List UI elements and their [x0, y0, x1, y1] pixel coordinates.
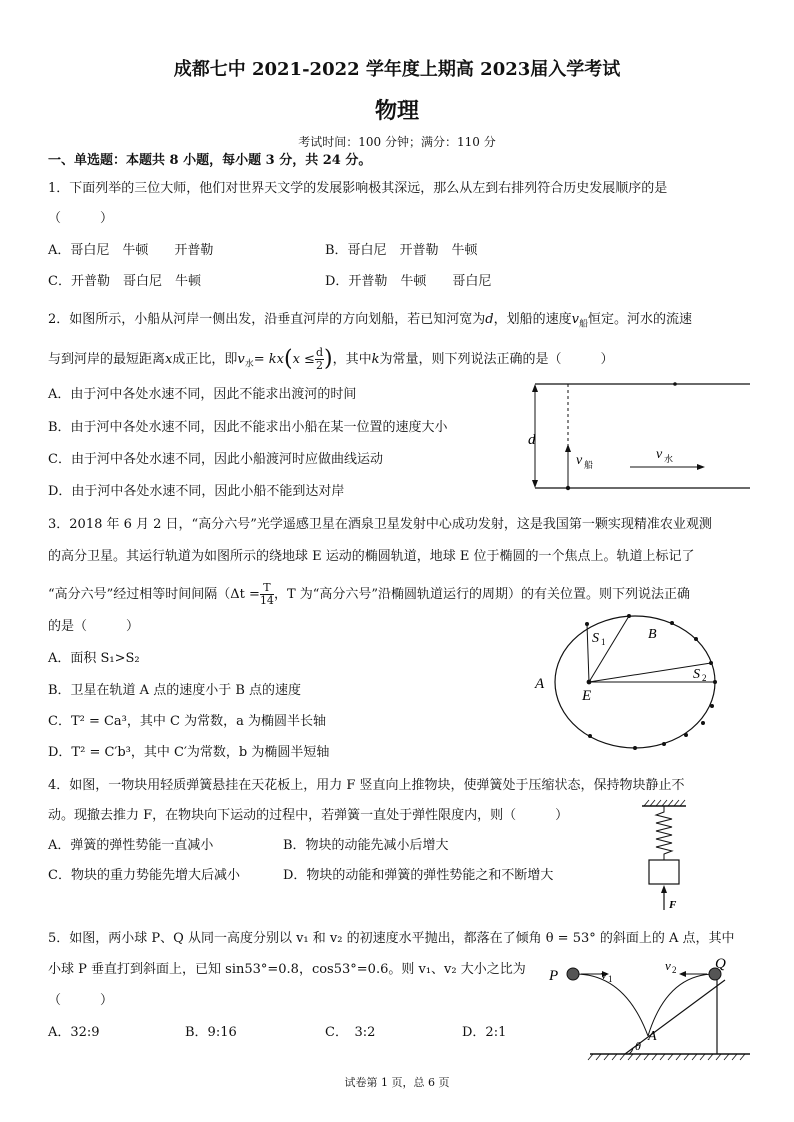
page-footer: 试卷第 1 页，总 6 页	[344, 1076, 450, 1089]
q3-fraction: $\frac{T}{14}$	[259, 581, 274, 607]
svg-text:v: v	[601, 967, 607, 982]
q1-option-a: A．哥白尼 牛顿 开普勒	[48, 243, 214, 258]
q1-option-d: D．开普勒 牛顿 哥白尼	[325, 274, 492, 289]
section-heading: 一、单选题：本题共 8 小题，每小题 3 分，共 24 分。	[48, 153, 372, 168]
q5-line2: 小球 P 垂直打到斜面上，已知 sin53°=0.8，cos53°=0.6。则 v₁、v₂ 大小之比为	[48, 962, 526, 977]
svg-text:d: d	[528, 432, 536, 448]
svg-text:Q: Q	[715, 956, 726, 972]
svg-text:v: v	[665, 958, 671, 973]
q3-line1: 3．2018 年 6 月 2 日，“高分六号”光学遥感卫星在酒泉卫星发射中心成功发射，这是我国第一颗实现精准农业观测	[48, 517, 712, 532]
q4-option-c: C．物块的重力势能先增大后减小	[48, 868, 240, 883]
svg-text:θ: θ	[635, 1039, 641, 1053]
svg-text:B: B	[648, 627, 657, 642]
q3-option-c: C．T² = Ca³，其中 C 为常数，a 为椭圆半长轴	[48, 714, 326, 729]
q2-option-b: B．由于河中各处水速不同，因此不能求出小船在某一位置的速度大小	[48, 420, 448, 435]
q5-line1: 5．如图，两小球 P、Q 从同一高度分别以 v₁ 和 v₂ 的初速度水平抛出，都落在了倾角 θ = 53° 的斜面上的 A 点，其中	[48, 931, 735, 946]
q4-option-d: D．物块的动能和弹簧的弹性势能之和不断增大	[283, 868, 554, 883]
svg-text:1: 1	[608, 974, 613, 984]
svg-text:v: v	[656, 447, 663, 462]
svg-text:S: S	[592, 631, 599, 646]
q2-line2: 与到河岸的最短距离x成正比，即$v_水= kx(x$ ≤ $\frac{d}{2}$ )，其中k为常量，则下列说法正确的是（ ）	[48, 346, 614, 372]
q3-option-b: B．卫星在轨道 A 点的速度小于 B 点的速度	[48, 683, 302, 698]
q1-stem: 1．下面列举的三位大师，他们对世界天文学的发展影响极其深远，那么从左到右排列符合历史发展顺序的是	[48, 181, 668, 196]
subject-title: 物理	[374, 98, 419, 124]
svg-text:船: 船	[584, 460, 594, 470]
q2-line1: 2．如图所示，小船从河岸一侧出发，沿垂直河岸的方向划船，若已知河宽为d，划船的速度$v_船$恒定。河水的流速	[48, 312, 693, 330]
q5-option-d: D．2:1	[462, 1025, 507, 1040]
q4-line2: 动。现撤去推力 F，在物块向下运动的过程中，若弹簧一直处于弹性限度内，则（ ）	[48, 808, 569, 823]
q3-orbit-figure	[530, 610, 730, 750]
q2-option-a: A．由于河中各处水速不同，因此不能求出渡河的时间	[48, 387, 357, 402]
q2-fraction: $\frac{d}{2}$	[315, 346, 323, 372]
q3-line2: 的高分卫星。其运行轨道为如图所示的绕地球 E 运动的椭圆轨道，地球 E 位于椭圆的一个焦点上。轨道上标记了	[48, 549, 695, 564]
exam-title: 成都七中 2021-2022 学年度上期高 2023届入学考试	[173, 59, 621, 80]
q2-option-d: D．由于河中各处水速不同，因此小船不能到达对岸	[48, 484, 345, 499]
q5-option-c: C． 3:2	[325, 1025, 376, 1040]
svg-text:水: 水	[664, 454, 674, 464]
exam-info: 考试时间：100 分钟；满分：110 分	[298, 135, 496, 149]
q5-projectile-figure	[545, 950, 760, 1065]
q4-option-a: A．弹簧的弹性势能一直减小	[48, 838, 214, 853]
svg-text:S: S	[693, 667, 700, 682]
svg-text:1: 1	[601, 637, 606, 647]
q1-blank: （ ）	[48, 211, 114, 226]
svg-text:P: P	[549, 968, 559, 984]
q3-line3: “高分六号”经过相等时间间隔（Δt = $\frac{T}{14}$ ，T 为“高分六号”沿椭圆轨道运行的周期）的有关位置。则下列说法正确	[48, 581, 691, 607]
q1-option-b: B．哥白尼 开普勒 牛顿	[325, 243, 478, 258]
svg-text:A: A	[535, 676, 545, 692]
q2-river-figure	[520, 372, 760, 497]
q5-option-b: B．9:16	[185, 1025, 237, 1040]
q4-line1: 4．如图，一物块用轻质弹簧悬挂在天花板上，用力 F 竖直向上推物块，使弹簧处于压缩状态，保持物块静止不	[48, 778, 685, 793]
q3-option-a: A．面积 S₁>S₂	[48, 651, 140, 666]
svg-text:E: E	[582, 688, 592, 704]
svg-text:v: v	[576, 453, 583, 468]
q1-option-c: C．开普勒 哥白尼 牛顿	[48, 274, 201, 289]
q5-option-a: A．32:9	[48, 1025, 100, 1040]
q3-line4: 的是（ ）	[48, 619, 140, 634]
svg-text:A: A	[648, 1029, 657, 1044]
q5-blank: （ ）	[48, 993, 114, 1008]
svg-text:F: F	[669, 899, 677, 911]
q4-option-b: B．物块的动能先减小后增大	[283, 838, 449, 853]
q2-option-c: C．由于河中各处水速不同，因此小船渡河时应做曲线运动	[48, 452, 383, 467]
svg-text:2: 2	[672, 965, 677, 975]
q4-spring-figure	[636, 798, 696, 913]
svg-text:2: 2	[702, 673, 707, 683]
q3-option-d: D．T² = C′b³，其中 C′为常数，b 为椭圆半短轴	[48, 745, 330, 760]
